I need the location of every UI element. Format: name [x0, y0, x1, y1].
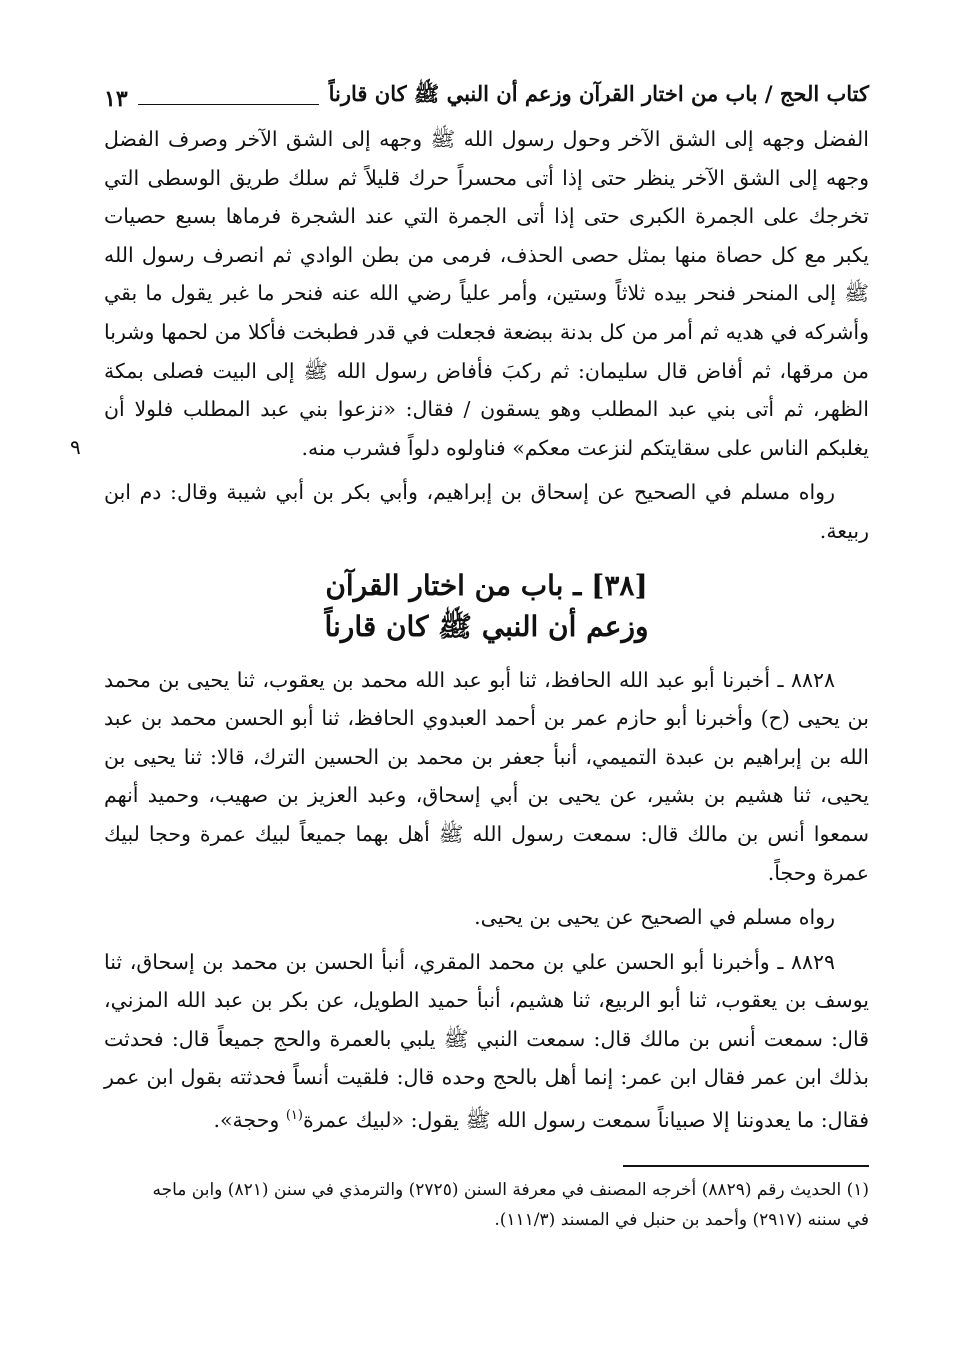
page-number: ١٣ [104, 86, 128, 112]
margin-folio-number: ٩ [70, 435, 81, 459]
chapter-title-line-2: وزعم أن النبي ﷺ كان قارناً [324, 609, 649, 643]
hadith-8829-end: وحجة». [213, 1107, 286, 1132]
paragraph-continuation [70, 120, 869, 467]
footnote-separator [623, 1165, 869, 1167]
chapter-title-line-1: [٣٨] ـ باب من اختار القرآن [325, 568, 648, 602]
hadith-8829 [104, 943, 869, 1140]
paragraph-riwayah-1: رواه مسلم في الصحيح عن إسحاق بن إبراهيم، وأبي بكر بن أبي شيبة وقال: دم ابن ربيعة. [104, 480, 869, 543]
footnote-line-2: في سننه (٢٩١٧) وأحمد بن حنبل في المسند (١١١/٣). [494, 1210, 869, 1231]
header-title: كتاب الحج / باب من اختار القرآن وزعم أن النبي ﷺ كان قارناً [328, 81, 869, 106]
paragraph-riwayah-2: رواه مسلم في الصحيح عن يحيى بن يحيى. [474, 905, 835, 930]
hadith-8829-text: ٨٨٢٩ ـ وأخبرنا أبو الحسن علي بن محمد المقري، أنبأ الحسن بن محمد بن إسحاق، ثنا يوسف بن يعقوب، ثنا أبو الربيع، ثنا هشيم، أنبأ حميد الطويل، عن بكر بن عبد الله المزني، قال: سمعت أنس بن مالك قال: سمعت النبي ﷺ يلبي بالعمرة والحج جميعاً قال: فحدثت بذلك ابن عمر فقال ابن عمر: إنما أهل بالحج وحده قال: فلقيت أنساً فحدثته بقول ابن عمر فقال: ما يعدوننا إلا صبياناً سمعت رسول الله ﷺ يقول: «لبيك عمرة [104, 949, 869, 1132]
paragraph-continuation-text: الفضل وجهه إلى الشق الآخر وحول رسول الله ﷺ وجهه إلى الشق الآخر وصرف الفضل وجهه إلى الشق الآخر ينظر حتى إذا أتى محسراً حرك قليلاً ثم سلك طريق الوسطى التي تخرجك على الجمرة الكبرى حتى إذا أتى الجمرة التي عند الشجرة فرماها بسبع حصيات يكبر مع كل حصاة منها بمثل حصى الحذف، فرمى من بطن الوادي ثم انصرف رسول الله ﷺ إلى المنحر فنحر بيده ثلاثاً وستين، وأمر علياً رضي الله عنه فنحر ما غبر يقول ما بقي وأشركه في هديه ثم أمر من كل بدنة ببضعة فجعلت في قدر فطبخت فأكلا من لحمها وشربا من مرقها، ثم أفاض قال سليمان: ثم ركبَ فأفاض رسول الله ﷺ إلى البيت فصلى بمكة الظهر، ثم أتى بني عبد المطلب وهو يسقون / فقال: «نزعوا بني عبد المطلب فلولا أن يغلبكم الناس على سقايتكم لنزعت معكم» فناولوه دلواً فشرب منه. [104, 127, 869, 460]
footnote-line-1: (١) الحديث رقم (٨٨٢٩) أخرجه المصنف في معرفة السنن (٢٧٢٥) والترمذي في سنن (٨٢١) وابن ماجه [152, 1180, 869, 1201]
chapter-title [104, 565, 869, 647]
hadith-8828: ٨٨٢٨ ـ أخبرنا أبو عبد الله الحافظ، ثنا أبو عبد الله محمد بن يعقوب، ثنا يحيى بن محمد بن يحيى (ح) وأخبرنا أبو حازم عمر بن أحمد العبدوي الحافظ، ثنا أبو الحسن محمد بن عبد الله بن إبراهيم بن عبدة التميمي، أنبأ جعفر بن محمد بن الحسين الترك، قالا: ثنا يحيى بن يحيى، ثنا هشيم بن بشير، عن يحيى بن أبي إسحاق، وعبد العزيز بن صهيب، وحميد أنهم سمعوا أنس بن مالك قال: سمعت رسول الله ﷺ أهل بهما جميعاً لبيك عمرة وحجا لبيك عمرة وحجاً. [104, 667, 869, 885]
header-rule [138, 104, 319, 105]
running-header [104, 72, 869, 112]
footnote-marker: (١) [285, 1108, 303, 1124]
